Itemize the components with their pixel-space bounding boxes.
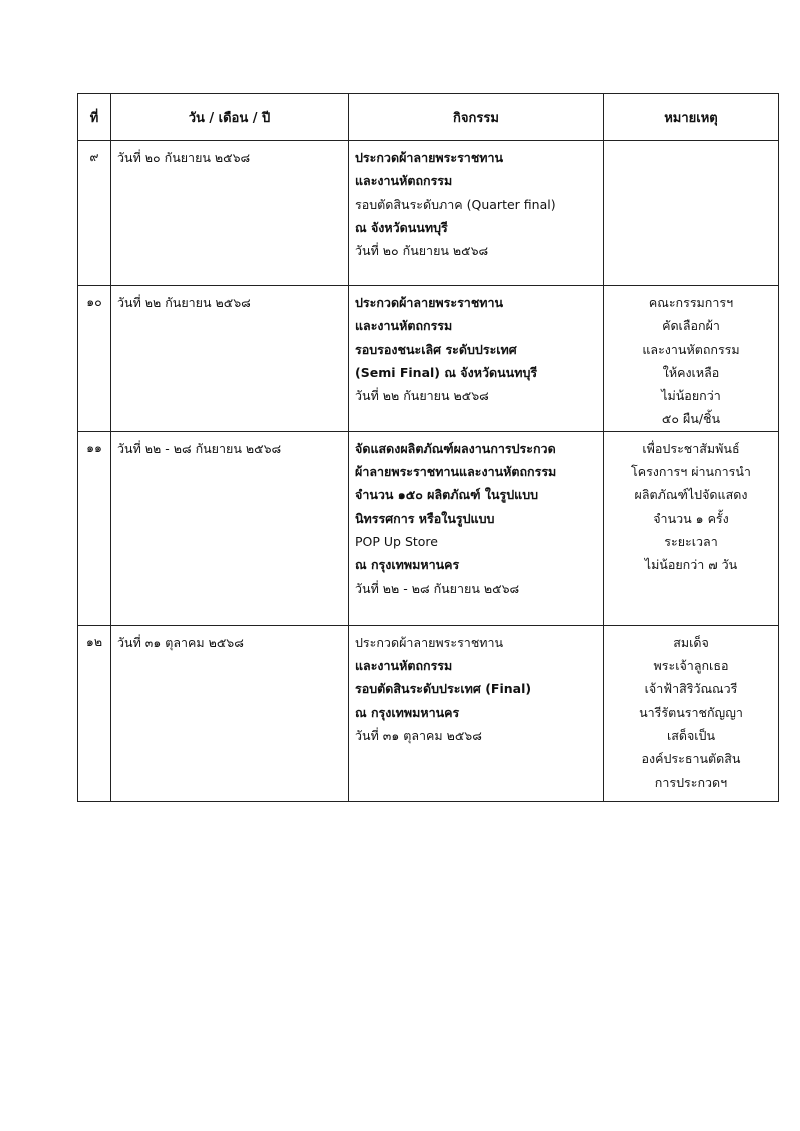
- note-line: สมเด็จ: [673, 634, 709, 650]
- row-number: ๙: [78, 141, 111, 286]
- activity-line: วันที่ ๓๑ ตุลาคม ๒๕๖๘: [355, 727, 482, 743]
- activity-line: และงานหัตถกรรม: [355, 658, 453, 674]
- row-date: [111, 431, 349, 625]
- header-activity: กิจกรรม: [349, 94, 604, 141]
- row-activity: [349, 431, 604, 625]
- row-note: [604, 286, 779, 432]
- note-line: องค์ประธานตัดสิน: [641, 751, 741, 767]
- note-line: โครงการฯ ผ่านการนำ: [631, 464, 751, 480]
- note-line: การประกวดฯ: [654, 774, 728, 790]
- activity-line: ผ้าลายพระราชทานและงานหัตถกรรม: [355, 464, 557, 480]
- note-line: เสด็จเป็น: [666, 727, 716, 743]
- note-line: ๕๐ ผืน/ชิ้น: [661, 411, 721, 427]
- row-date: [111, 286, 349, 432]
- row-activity: [349, 141, 604, 286]
- note-line: และงานหัตถกรรม: [642, 341, 740, 357]
- note-line: คัดเลือกผ้า: [662, 318, 720, 334]
- row-number: ๑๑: [78, 431, 111, 625]
- activity-line: และงานหัตถกรรม: [355, 318, 453, 334]
- schedule-table: [77, 93, 779, 802]
- activity-line: ณ จังหวัดนนทบุรี: [355, 219, 448, 235]
- note-line: พระเจ้าลูกเธอ: [653, 658, 729, 674]
- table-row: [78, 286, 779, 432]
- activity-line: ประกวดผ้าลายพระราชทาน: [355, 150, 504, 165]
- note-line: ผลิตภัณฑ์ไปจัดแสดง: [634, 487, 748, 503]
- row-date: [111, 625, 349, 801]
- note-line: นารีรัตนราชกัญญา: [639, 704, 743, 720]
- activity-line: นิทรรศการ หรือในรูปแบบ: [355, 510, 495, 526]
- note-line: เพื่อประชาสัมพันธ์: [642, 440, 740, 456]
- activity-line: วันที่ ๒๐ กันยายน ๒๕๖๘: [355, 243, 489, 259]
- row-note: [604, 141, 779, 286]
- activity-line: รอบตัดสินระดับภาค (Quarter final): [355, 196, 556, 212]
- row-number: ๑๒: [78, 625, 111, 801]
- note-line: ไม่น้อยกว่า ๗ วัน: [644, 557, 738, 573]
- note-line: ระยะเวลา: [664, 533, 718, 549]
- row-number: ๑๐: [78, 286, 111, 432]
- header-note: หมายเหตุ: [604, 94, 779, 141]
- activity-line: ณ กรุงเทพมหานคร: [355, 557, 460, 573]
- note-line: เจ้าฟ้าสิริวัณณวรี: [644, 681, 738, 697]
- note-line: ไม่น้อยกว่า: [661, 388, 721, 404]
- header-date: วัน / เดือน / ปี: [111, 94, 349, 141]
- header-no: ที่: [78, 94, 111, 141]
- activity-line: (Semi Final) ณ จังหวัดนนทบุรี: [355, 364, 538, 380]
- note-line: คณะกรรมการฯ: [648, 295, 734, 310]
- activity-line: ประกวดผ้าลายพระราชทาน: [355, 634, 504, 650]
- activity-line: จำนวน ๑๕๐ ผลิตภัณฑ์ ในรูปแบบ: [355, 487, 539, 503]
- row-date: [111, 141, 349, 286]
- activity-line: POP Up Store: [355, 533, 438, 549]
- table-row: [78, 625, 779, 801]
- row-activity: [349, 286, 604, 432]
- activity-line: วันที่ ๒๒ กันยายน ๒๕๖๘: [355, 388, 489, 404]
- table-header: [78, 94, 779, 141]
- row-note: [604, 625, 779, 801]
- activity-line: ประกวดผ้าลายพระราชทาน: [355, 295, 504, 310]
- note-line: จำนวน ๑ ครั้ง: [653, 510, 729, 526]
- activity-line: วันที่ ๒๒ - ๒๘ กันยายน ๒๕๖๘: [355, 580, 520, 596]
- table-row: [78, 141, 779, 286]
- note-line: ให้คงเหลือ: [662, 364, 720, 380]
- date-text: วันที่ ๒๒ - ๒๘ กันยายน ๒๕๖๘: [117, 440, 282, 456]
- date-text: วันที่ ๒๒ กันยายน ๒๕๖๘: [117, 295, 251, 310]
- date-text: วันที่ ๒๐ กันยายน ๒๕๖๘: [117, 150, 251, 165]
- activity-line: ณ กรุงเทพมหานคร: [355, 704, 460, 720]
- row-note: [604, 431, 779, 625]
- activity-line: รอบรองชนะเลิศ ระดับประเทศ: [355, 341, 517, 357]
- row-activity: [349, 625, 604, 801]
- activity-line: จัดแสดงผลิตภัณฑ์ผลงานการประกวด: [355, 440, 556, 456]
- activity-line: และงานหัตถกรรม: [355, 173, 453, 189]
- date-text: วันที่ ๓๑ ตุลาคม ๒๕๖๘: [117, 634, 244, 650]
- activity-line: รอบตัดสินระดับประเทศ (Final): [355, 681, 532, 697]
- table-row: [78, 431, 779, 625]
